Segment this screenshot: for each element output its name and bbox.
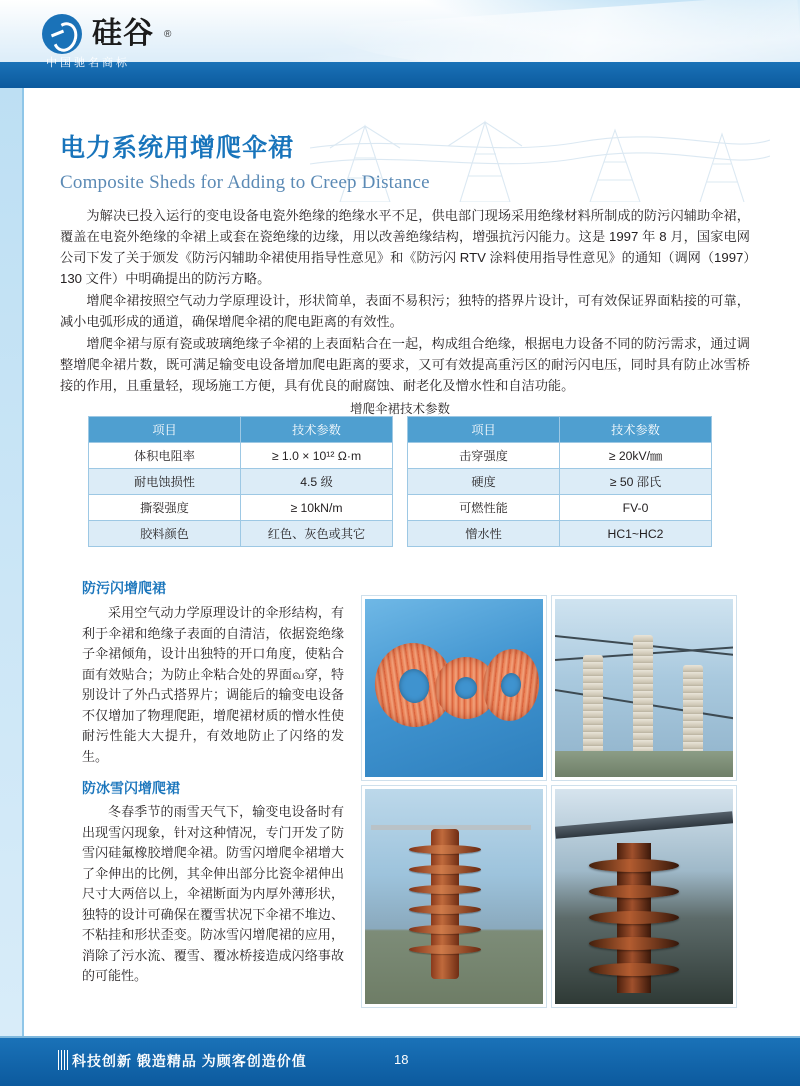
table-header-row <box>408 417 712 443</box>
left-side-rail <box>0 88 22 1038</box>
page-footer <box>0 1038 800 1086</box>
brand-tagline: 中国驰名商标 <box>46 57 130 69</box>
insulator-shed <box>589 911 679 924</box>
spec-table-right <box>407 416 712 547</box>
registered-trademark-icon: ® <box>164 28 172 40</box>
section-body-anti-pollution <box>82 603 344 767</box>
insulator-shed <box>589 859 679 872</box>
insulator-shed <box>589 937 679 950</box>
column-header-value: 技术参数 <box>241 417 393 443</box>
brown-insulator-closeup-photo <box>552 786 736 1007</box>
cell-label: 体积电阻率 <box>89 443 241 469</box>
silicon-valley-logo-icon <box>42 14 82 54</box>
section-heading-anti-pollution: 防污闪增爬裙 <box>82 580 166 596</box>
intro-paragraph-2: 增爬伞裙按照空气动力学原理设计，形状简单，表面不易积污；独特的搭界片设计，可有效保证界面粘接的可靠，减小电弧形成的通道，确保增爬伞裙的爬电距离的有效性。 <box>60 293 750 329</box>
page-number: 18 <box>394 1052 409 1067</box>
cell-value: ≥ 50 邵氏 <box>560 469 712 495</box>
cell-value: FV-0 <box>560 495 712 521</box>
insulator-shed <box>589 963 679 976</box>
left-side-rail-line <box>22 88 24 1038</box>
brown-insulator-yard-photo <box>362 786 546 1007</box>
table-row <box>408 521 712 547</box>
section-body-anti-snow <box>82 802 344 987</box>
brand-name: 硅谷 <box>92 17 154 50</box>
intro-paragraph-3: 增爬伞裙与原有瓷或玻璃绝缘子伞裙的上表面粘合在一起，构成组合绝缘，根据电力设备不同的防污需求，通过调整增爬伞裙片数，既可满足输变电设备增加爬电距离的要求，又可有效提高重污区的耐污闪电压，同时具有防止冰雪桥接的作用，且重量轻，现场施工方便，具有优良的耐腐蚀、耐老化及憎水性和自洁功能。 <box>60 336 750 393</box>
shed-hole <box>397 667 431 705</box>
brand-logo <box>42 14 171 54</box>
shed-hole <box>455 677 477 699</box>
insulator-shed <box>589 885 679 898</box>
page-header <box>0 0 800 88</box>
cell-label: 击穿强度 <box>408 443 560 469</box>
table-row <box>408 443 712 469</box>
insulator-shed <box>409 905 481 914</box>
cell-label: 憎水性 <box>408 521 560 547</box>
column-header-item: 项目 <box>89 417 241 443</box>
column-header-value: 技术参数 <box>560 417 712 443</box>
table-row <box>89 495 393 521</box>
cell-label: 撕裂强度 <box>89 495 241 521</box>
table-row <box>89 469 393 495</box>
cell-value: ≥ 1.0 × 10¹² Ω·m <box>241 443 393 469</box>
section-heading-anti-snow: 防冰雪闪增爬裙 <box>82 780 180 796</box>
table-header-row <box>89 417 393 443</box>
footer-slogan: 科技创新 锻造精品 为顾客创造价值 <box>72 1053 307 1069</box>
table-row <box>408 495 712 521</box>
table-row <box>89 521 393 547</box>
cell-value: ≥ 10kN/m <box>241 495 393 521</box>
photo-ground <box>555 751 733 777</box>
section-paragraph: 采用空气动力学原理设计的伞形结构，有利于伞裙和绝缘子表面的自清洁，依据瓷绝缘子伞裙倾角，设计出独特的开口角度，使粘合面有效贴合；为防止伞粘合处的界面வ穿，特别设计了外凸式搭界片；调能后的输变电设备不仅增加了物理爬距，增爬裙材质的憎水性使耐污性能大大提升，有效地防止了闪络的发生。 <box>82 605 344 764</box>
page-subtitle: Composite Sheds for Adding to Creep Distance <box>60 172 430 193</box>
intro-paragraphs <box>60 205 750 397</box>
footer-decoration-icon <box>58 1050 68 1070</box>
insulator-shed <box>409 885 481 894</box>
insulator-shed <box>409 845 481 854</box>
cell-value: 4.5 级 <box>241 469 393 495</box>
cell-label: 耐电蚀损性 <box>89 469 241 495</box>
cell-label: 胶料颜色 <box>89 521 241 547</box>
section-paragraph: 冬春季节的雨雪天气下，输变电设备时有出现雪闪现象，针对这种情况，专门开发了防雪闪硅氟橡胶增爬伞裙。防雪闪增爬伞裙增大了伞伸出的比例，其伞伸出部分比瓷伞裙伸出尺寸大两倍以上，伞裙断面为内厚外薄形状，独特的设计可确保在覆雪状况下伞裙不堆边、不粘挂和形状歪变。防冰雪闪增爬裙的应用，消除了污水流、覆雪、覆冰桥接造成闪络事故的可能性。 <box>82 804 344 983</box>
cell-value: 红色、灰色或其它 <box>241 521 393 547</box>
spec-table-caption: 增爬伞裙技术参数 <box>349 402 450 416</box>
insulator-shed <box>409 925 481 934</box>
title-block <box>60 128 760 200</box>
cell-value: ≥ 20kV/㎜ <box>560 443 712 469</box>
column-header-item: 项目 <box>408 417 560 443</box>
insulator-shed <box>409 865 481 874</box>
shed-hole <box>500 672 522 698</box>
intro-paragraph-1: 为解决已投入运行的变电设备电瓷外绝缘的绝缘水平不足，供电部门现场采用绝缘材料所制成的防污闪辅助伞裙，覆盖在电瓷外绝缘的伞裙上或套在瓷绝缘的边缘，用以改善绝缘结构，增强抗污闪能力。这是 1997 年 8 月，国家电网公司下发了关于颁发《防污闪辅助伞裙使用指导性意见》和《防污闪 RTV 涂料使用指导性意见》的通知（调网（1997）130 文件）中明确提出的防污方略。 <box>60 208 750 286</box>
table-row <box>408 469 712 495</box>
spec-table-left <box>88 416 393 547</box>
page-title: 电力系统用增爬伞裙 <box>60 134 295 162</box>
substation-insulators-photo <box>552 596 736 780</box>
red-sheds-photo <box>362 596 546 780</box>
cell-value: HC1~HC2 <box>560 521 712 547</box>
cell-label: 可燃性能 <box>408 495 560 521</box>
table-row <box>89 443 393 469</box>
spec-tables <box>88 416 712 547</box>
insulator-shed <box>409 945 481 954</box>
cell-label: 硬度 <box>408 469 560 495</box>
